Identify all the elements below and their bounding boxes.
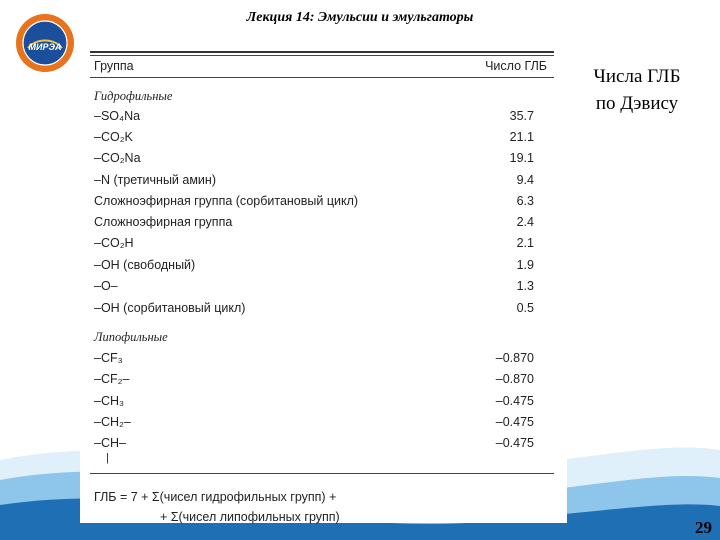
branch-mark: | [106, 452, 109, 464]
table-row [94, 258, 534, 278]
formula-line-1: ГЛБ = 7 + Σ(чисел гидрофильных групп) + [94, 490, 337, 504]
hlb-value: 0.5 [516, 301, 534, 315]
table-row [94, 301, 534, 321]
group-name: Сложноэфирная группа (сорбитановый цикл) [94, 194, 359, 208]
group-name: –CH– [94, 436, 126, 450]
hlb-value: 19.1 [509, 151, 534, 165]
side-title-line-1: Числа ГЛБ [593, 66, 681, 87]
table-top-rule-2 [90, 55, 554, 56]
table-row [94, 130, 534, 150]
hlb-value: 1.3 [516, 279, 534, 293]
group-name: –CH₃ [94, 394, 125, 408]
hlb-value: –0.475 [495, 436, 534, 450]
table-row [94, 194, 534, 214]
group-name: –CO₂H [94, 236, 134, 250]
hlb-value: –0.870 [495, 372, 534, 386]
section-lipophilic: Липофильные [94, 330, 168, 344]
hlb-value: –0.475 [495, 394, 534, 408]
table-row [94, 236, 534, 256]
group-name: –SO₄Na [94, 109, 141, 123]
group-name: –O– [94, 279, 118, 293]
hlb-value: –0.475 [495, 415, 534, 429]
group-name: –OH (свободный) [94, 258, 196, 272]
hlb-value: 21.1 [509, 130, 534, 144]
table-row [94, 415, 534, 435]
hlb-value: 6.3 [516, 194, 534, 208]
hlb-value: 9.4 [516, 173, 534, 187]
table-bottom-rule [90, 473, 554, 474]
slide-title: Лекция 14: Эмульсии и эмульгаторы [246, 10, 474, 25]
table-row [94, 109, 534, 129]
group-name: –CO₂Na [94, 151, 141, 165]
table-row [94, 173, 534, 193]
group-name: –N (третичный амин) [94, 173, 216, 187]
group-name: –OH (сорбитановый цикл) [94, 301, 246, 315]
hlb-table [80, 45, 567, 523]
table-row [94, 436, 534, 456]
hlb-value: 2.4 [516, 215, 534, 229]
table-row [94, 215, 534, 235]
section-hydrophilic: Гидрофильные [94, 89, 173, 103]
column-header-hlb: Число ГЛБ [485, 59, 547, 73]
group-name: Сложноэфирная группа [94, 215, 233, 229]
table-row [94, 279, 534, 299]
formula-line-2: + Σ(чисел липофильных групп) [160, 510, 340, 524]
group-name: –CH₂– [94, 415, 131, 429]
table-row [94, 394, 534, 414]
table-row [94, 351, 534, 371]
side-title-line-2: по Дэвису [595, 93, 679, 114]
hlb-value: –0.870 [495, 351, 534, 365]
page-number: 29 [695, 518, 712, 537]
group-name: –CF₂– [94, 372, 130, 386]
header-bottom-rule [90, 77, 554, 78]
group-name: –CO₂K [94, 130, 133, 144]
hlb-value: 35.7 [509, 109, 534, 123]
table-top-rule [90, 51, 554, 53]
table-row [94, 151, 534, 171]
group-name: –CF₃ [94, 351, 123, 365]
table-row [94, 372, 534, 392]
svg-text:МИРЭА: МИРЭА [28, 42, 62, 52]
hlb-value: 2.1 [516, 236, 534, 250]
column-header-group: Группа [94, 59, 134, 73]
side-title [572, 63, 702, 117]
hlb-value: 1.9 [516, 258, 534, 272]
